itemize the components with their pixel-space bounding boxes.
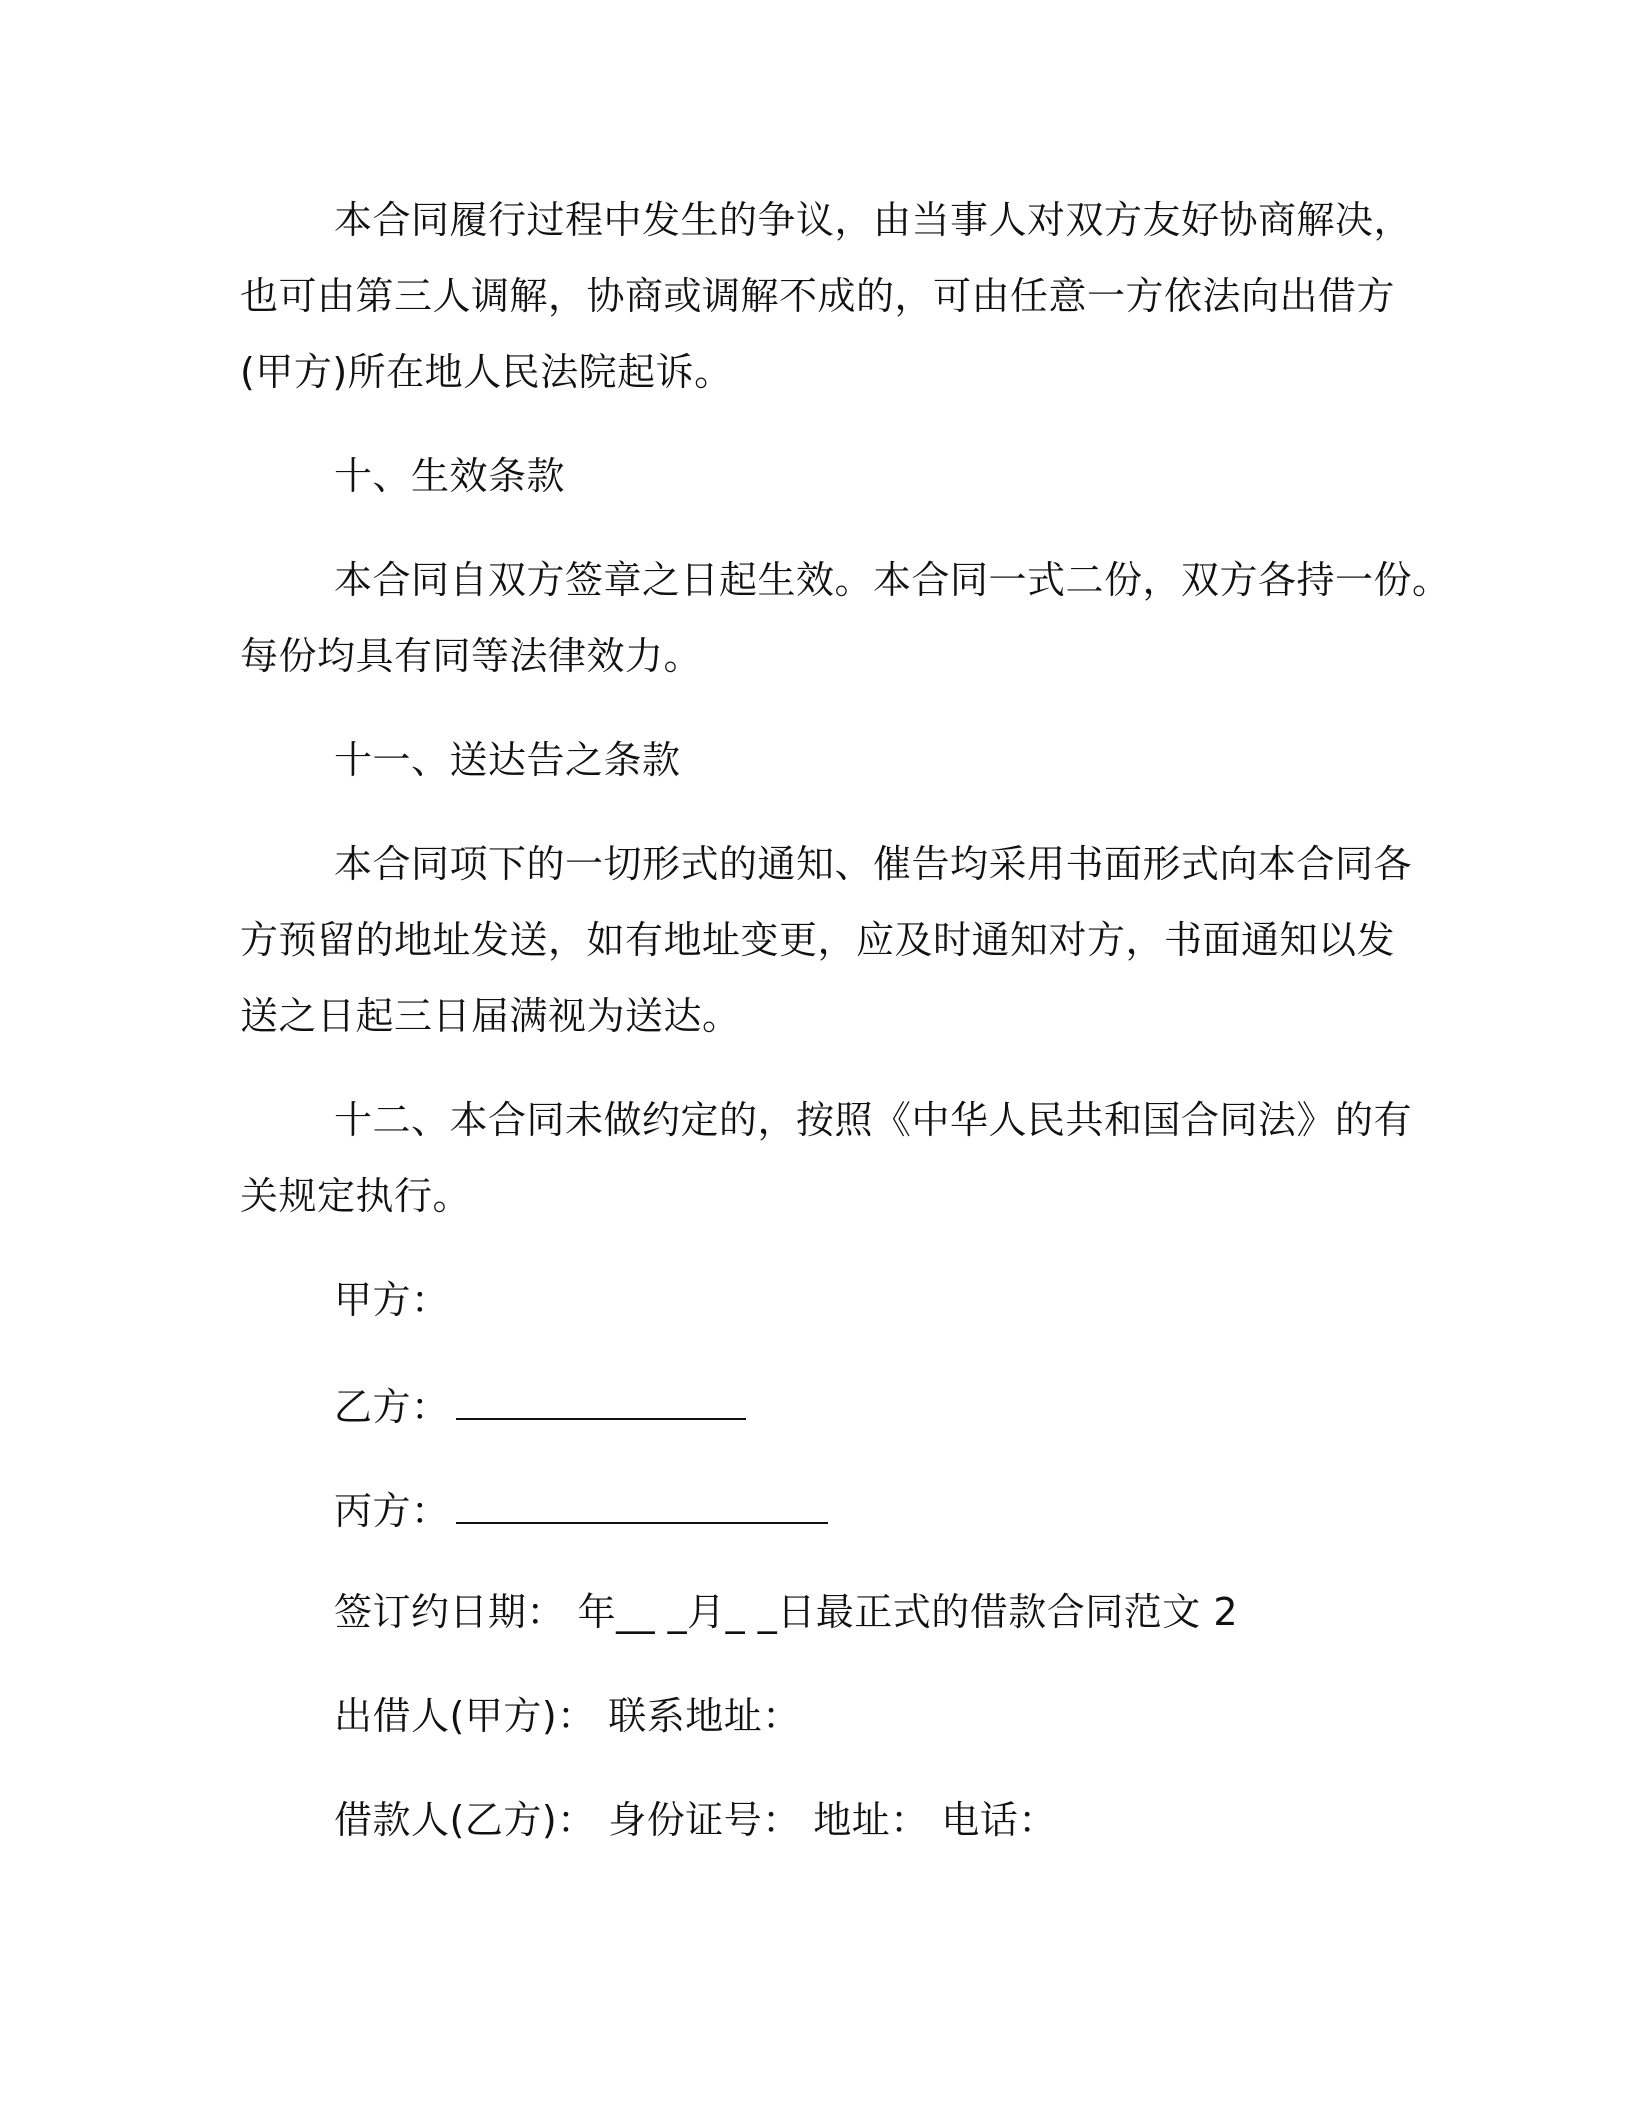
effect-paragraph-line-1: 本合同自双方签章之日起生效。本合同一式二份，双方各持一份。 [334, 558, 1451, 602]
notice-paragraph-line-2: 方预留的地址发送，如有地址变更，应及时通知对方，书面通知以发 [240, 918, 1396, 962]
party-a-line [334, 1276, 450, 1324]
law-paragraph-line-2: 关规定执行。 [240, 1174, 472, 1218]
effect-paragraph-line-2: 每份均具有同等法律效力。 [240, 634, 703, 678]
sign-date-line: 签订约日期： 年__ _月_ _日最正式的借款合同范文 2 [334, 1590, 1238, 1634]
party-c-label: 丙方： [334, 1489, 450, 1533]
heading-notice-clause: 十一、送达告之条款 [334, 738, 681, 782]
notice-paragraph-line-1: 本合同项下的一切形式的通知、催告均采用书面形式向本合同各 [334, 842, 1413, 886]
party-b-line [334, 1380, 746, 1431]
dispute-paragraph-line-3: (甲方)所在地人民法院起诉。 [240, 350, 733, 394]
notice-paragraph-line-3: 送之日起三日届满视为送达。 [240, 994, 741, 1038]
law-paragraph-line-1: 十二、本合同未做约定的，按照《中华人民共和国合同法》的有 [334, 1098, 1413, 1142]
dispute-paragraph-line-2: 也可由第三人调解，协商或调解不成的，可由任意一方依法向出借方 [240, 274, 1396, 318]
party-b-blank[interactable] [456, 1380, 746, 1420]
borrower-line: 借款人(乙方)： 身份证号： 地址： 电话： [334, 1798, 1057, 1842]
party-c-line [334, 1484, 828, 1535]
party-b-label: 乙方： [334, 1385, 450, 1429]
lender-line: 出借人(甲方)： 联系地址： [334, 1694, 801, 1738]
party-c-blank[interactable] [456, 1484, 828, 1524]
heading-effect-clause: 十、生效条款 [334, 454, 566, 498]
dispute-paragraph-line-1: 本合同履行过程中发生的争议，由当事人对双方友好协商解决， [334, 198, 1413, 242]
party-a-label: 甲方： [334, 1278, 450, 1322]
